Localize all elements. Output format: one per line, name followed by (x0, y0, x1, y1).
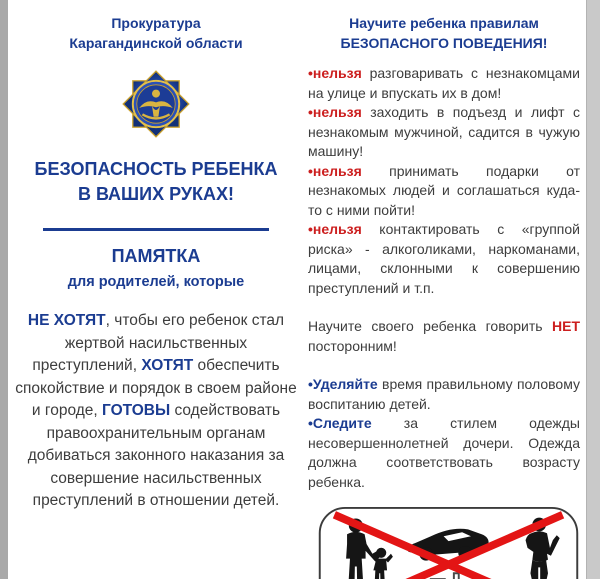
rule-text: принимать подарки от незнакомых людей и соглашаться куда-то с ними пойти! (308, 162, 580, 218)
bullet: • (308, 104, 313, 120)
rule-item (308, 64, 580, 103)
rules-heading (308, 13, 580, 53)
memo-subtitle: для родителей, которые (67, 274, 245, 290)
keyword-hotyat: ХОТЯТ (141, 357, 194, 374)
right-column (308, 0, 580, 579)
advice-keyword: Следите (312, 415, 372, 431)
say-no-after: посторонним! (308, 337, 397, 354)
say-no-paragraph (308, 317, 580, 356)
rule-keyword: нельзя (312, 104, 362, 120)
rule-text: разговаривать с незнакомцами на улице и впускать их в дом! (308, 65, 580, 101)
memo-title: ПАМЯТКА (111, 246, 201, 266)
memo-text-1: , чтобы его ребенок стал жертвой насильственных преступлений, (32, 312, 285, 374)
rules-heading-line-2: БЕЗОПАСНОГО ПОВЕДЕНИЯ! (340, 35, 548, 51)
keyword-gotovy: ГОТОВЫ (102, 402, 171, 419)
left-column (14, 0, 298, 513)
no-word: НЕТ (552, 318, 580, 334)
bullet: • (308, 376, 313, 392)
prosecutor-emblem-icon (116, 64, 196, 144)
main-title (14, 157, 298, 207)
advice-list (308, 375, 580, 492)
bullet: • (308, 221, 313, 237)
advice-item (308, 375, 580, 414)
rule-keyword: нельзя (312, 162, 362, 179)
rule-text: заходить в подъезд и лифт с незнакомым мужчиной, садится в чужую машину! (308, 104, 580, 159)
rule-item (308, 162, 580, 221)
main-title-line-2: В ВАШИХ РУКАХ! (77, 184, 235, 204)
rules-list (308, 64, 580, 298)
rule-keyword: нельзя (312, 65, 362, 81)
advice-text: за стилем одежды несовершеннолетней дочери. Одежда должна соответствовать возрасту ребенка. (308, 415, 580, 490)
keyword-ne-hotyat: НЕ ХОТЯТ (27, 312, 106, 329)
memo-text-2: обеспечить спокойствие и порядок в своем районе и городе, (15, 357, 297, 419)
memo-text-3: содействовать правоохранительным органам добиваться законного наказания за совершение насильственных преступлений в отношении детей. (27, 402, 285, 509)
memo-paragraph (14, 310, 298, 513)
advice-text: время правильному половому воспитанию детей. (308, 376, 580, 412)
bullet: • (308, 65, 313, 81)
left-border-strip (0, 0, 8, 579)
say-no-before: Научите своего ребенка говорить (308, 318, 552, 334)
org-line-2: Карагандинской области (69, 35, 243, 51)
bullet: • (308, 162, 313, 179)
bullet: • (308, 415, 313, 431)
prohibition-sign-image (315, 505, 582, 579)
org-line-1: Прокуратура (111, 15, 201, 31)
rule-text: контактировать с «группой риска» - алкоголиками, наркоманами, лицами, склонными к совершению преступлений и т.п. (308, 221, 580, 296)
divider-line (43, 228, 269, 231)
organization-name (14, 13, 298, 53)
main-title-line-1: БЕЗОПАСНОСТЬ РЕБЕНКА (34, 159, 278, 179)
rule-keyword: нельзя (312, 221, 362, 237)
advice-item (308, 414, 580, 492)
rule-item (308, 103, 580, 162)
right-border-strip (586, 0, 600, 579)
rules-heading-line-1: Научите ребенка правилам (349, 15, 539, 31)
advice-keyword: Уделяйте (312, 376, 378, 392)
rule-item (308, 220, 580, 298)
